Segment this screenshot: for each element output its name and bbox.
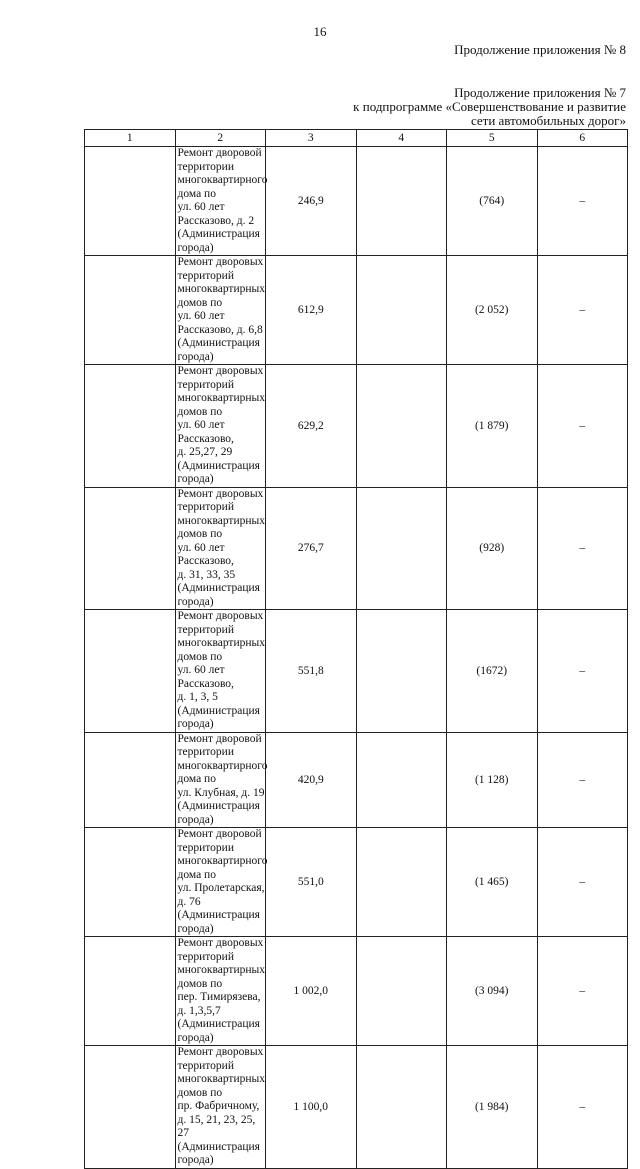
cell-col-3: 612,9	[266, 256, 357, 365]
description-line: территорий	[177, 378, 234, 391]
description-line: многоквартирных домов по	[177, 392, 265, 418]
description-line: д. 31, 33, 35	[177, 568, 236, 581]
cell-col-5: (2 052)	[447, 256, 538, 365]
cell-col-6: –	[537, 147, 628, 256]
description-line: многоквартирного дома по	[177, 855, 268, 881]
cell-col-5: (1 984)	[447, 1046, 538, 1169]
description-line: Ремонт дворовой	[177, 828, 262, 840]
cell-col-4	[356, 610, 447, 733]
header-col-1: 1	[85, 130, 176, 147]
description-line: ул. 60 лет Рассказово,	[177, 541, 234, 567]
description-line: д. 25,27, 29	[177, 446, 233, 458]
cell-description	[175, 365, 266, 488]
cell-col-5: (764)	[447, 147, 538, 256]
table-row	[85, 610, 628, 733]
header-col-3: 3	[266, 130, 357, 147]
page-number: 16	[313, 24, 327, 39]
table-header-row	[85, 130, 628, 147]
cell-col-1	[85, 256, 176, 365]
table-body	[85, 147, 628, 1169]
description-line: многоквартирного дома по	[177, 759, 268, 785]
header-col-4: 4	[356, 130, 447, 147]
cell-col-3: 1 100,0	[266, 1046, 357, 1169]
cell-col-4	[356, 365, 447, 488]
table-row	[85, 487, 628, 610]
cell-col-3: 551,0	[266, 828, 357, 937]
description-line: Ремонт дворовых	[177, 487, 264, 500]
description-line: ул. 60 лет Рассказово, д. 6,8	[177, 310, 263, 336]
cell-col-5: (3 094)	[447, 937, 538, 1046]
description-line: территории	[177, 160, 234, 173]
cell-col-6: –	[537, 365, 628, 488]
cell-col-1	[85, 1046, 176, 1169]
table-row	[85, 732, 628, 828]
cell-col-6: –	[537, 828, 628, 937]
cell-description	[175, 487, 266, 610]
description-line: (Администрация города)	[177, 337, 260, 363]
cell-col-1	[85, 365, 176, 488]
description-line: (Администрация города)	[177, 704, 260, 730]
cell-col-6: –	[537, 487, 628, 610]
cell-col-3: 551,8	[266, 610, 357, 733]
table-row	[85, 1046, 628, 1169]
description-line: многоквартирных домов по	[177, 514, 265, 540]
cell-col-4	[356, 1046, 447, 1169]
cell-col-3: 420,9	[266, 732, 357, 828]
description-line: (Администрация города)	[177, 459, 260, 485]
cell-col-5: (1672)	[447, 610, 538, 733]
cell-col-1	[85, 610, 176, 733]
description-line: многоквартирных домов по	[177, 283, 265, 309]
cell-description	[175, 256, 266, 365]
cell-description	[175, 828, 266, 937]
description-line: Ремонт дворовых	[177, 610, 264, 622]
cell-col-5: (1 465)	[447, 828, 538, 937]
table-row	[85, 937, 628, 1046]
description-line: (Администрация города)	[177, 909, 260, 935]
cell-col-4	[356, 256, 447, 365]
description-line: ул. 60 лет Рассказово, д. 2	[177, 201, 255, 227]
description-line: Ремонт дворовых	[177, 365, 264, 377]
program-table	[84, 129, 628, 1169]
description-line: территорий	[177, 623, 234, 636]
description-line: Ремонт дворовых	[177, 256, 264, 268]
header-col-5: 5	[447, 130, 538, 147]
description-line: ул. Клубная, д. 19	[177, 786, 265, 799]
cell-description	[175, 1046, 266, 1169]
cell-description	[175, 147, 266, 256]
cell-col-6: –	[537, 1046, 628, 1169]
description-line: (Администрация города)	[177, 228, 260, 254]
cell-col-1	[85, 147, 176, 256]
cell-col-1	[85, 937, 176, 1046]
cell-col-5: (1 128)	[447, 732, 538, 828]
description-line: ул. 60 лет Рассказово,	[177, 419, 234, 445]
description-line: территорий	[177, 501, 234, 513]
cell-description	[175, 732, 266, 828]
cell-col-4	[356, 828, 447, 937]
table-row	[85, 828, 628, 937]
description-line: территорий	[177, 269, 234, 282]
cell-description	[175, 937, 266, 1046]
description-line: ул. 60 лет Рассказово,	[177, 664, 234, 690]
cell-col-4	[356, 732, 447, 828]
table-row	[85, 256, 628, 365]
description-line: территории	[177, 841, 234, 854]
header-col-6: 6	[537, 130, 628, 147]
description-line: многоквартирных домов по	[177, 637, 265, 663]
cell-description	[175, 610, 266, 733]
description-line: (Администрация города)	[177, 800, 260, 826]
description-line: Ремонт дворовых	[177, 1046, 264, 1058]
description-line: д. 1, 3, 5	[177, 691, 218, 703]
cell-col-4	[356, 937, 447, 1046]
description-line: д. 15, 21, 23, 25, 27	[177, 1113, 256, 1139]
cell-col-3: 246,9	[266, 147, 357, 256]
cell-col-3: 276,7	[266, 487, 357, 610]
cell-col-6: –	[537, 610, 628, 733]
description-line: территории	[177, 746, 234, 758]
cell-col-6: –	[537, 256, 628, 365]
heading-block	[353, 86, 626, 128]
table-row	[85, 365, 628, 488]
description-line: ул. Пролетарская, д. 76	[177, 882, 265, 908]
description-line: (Администрация города)	[177, 1140, 260, 1166]
heading-line-1: Продолжение приложения № 7	[454, 85, 626, 100]
heading-line-3: сети автомобильных дорог»	[470, 113, 626, 128]
description-line: пр. Фабричному,	[177, 1100, 260, 1112]
description-line: (Администрация города)	[177, 1018, 260, 1044]
cell-col-1	[85, 828, 176, 937]
cell-col-3: 629,2	[266, 365, 357, 488]
description-line: пер. Тимирязева, д. 1,3,5,7	[177, 991, 261, 1017]
cell-col-1	[85, 487, 176, 610]
description-line: многоквартирных домов по	[177, 1073, 265, 1099]
cell-col-6: –	[537, 937, 628, 1046]
cell-col-5: (928)	[447, 487, 538, 610]
cell-col-3: 1 002,0	[266, 937, 357, 1046]
description-line: многоквартирных домов по	[177, 964, 265, 990]
cell-col-1	[85, 732, 176, 828]
description-line: территорий	[177, 1059, 234, 1072]
description-line: Ремонт дворовой	[177, 147, 262, 159]
description-line: территорий	[177, 950, 234, 963]
appendix-continuation: Продолжение приложения № 8	[454, 42, 626, 57]
description-line: (Администрация города)	[177, 582, 260, 608]
table-row	[85, 147, 628, 256]
heading-line-2: к подпрограмме «Совершенствование и развитие	[353, 99, 626, 114]
cell-col-4	[356, 487, 447, 610]
description-line: многоквартирного дома по	[177, 174, 268, 200]
description-line: Ремонт дворовой	[177, 732, 262, 745]
header-col-2: 2	[175, 130, 266, 147]
description-line: Ремонт дворовых	[177, 937, 264, 949]
cell-col-5: (1 879)	[447, 365, 538, 488]
cell-col-4	[356, 147, 447, 256]
cell-col-6: –	[537, 732, 628, 828]
